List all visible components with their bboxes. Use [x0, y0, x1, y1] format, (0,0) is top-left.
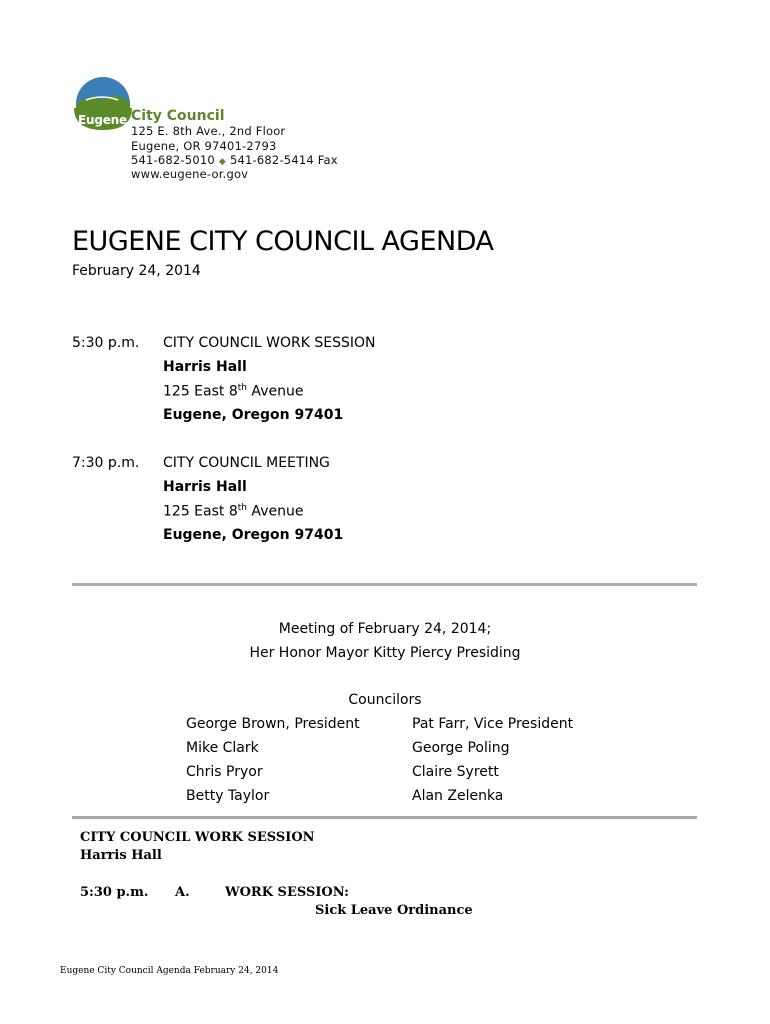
- session-name: CITY COUNCIL WORK SESSION: [163, 335, 376, 351]
- address-line-2: Eugene, OR 97401-2793: [131, 139, 277, 153]
- councilor-name: George Poling: [412, 740, 510, 756]
- street-suffix: Avenue: [246, 503, 304, 520]
- street-sup: th: [237, 383, 247, 393]
- website-link[interactable]: www.eugene-or.gov: [131, 167, 249, 181]
- councilor-name: Pat Farr, Vice President: [412, 716, 574, 732]
- session-venue: Harris Hall: [163, 479, 247, 495]
- logo-wordmark: Eugene: [78, 113, 127, 127]
- item-title: Sick Leave Ordinance: [315, 903, 473, 918]
- councilors-heading: Councilors: [348, 692, 422, 708]
- fax-number: 541-682-5414 Fax: [230, 153, 338, 167]
- session-name: CITY COUNCIL MEETING: [163, 455, 330, 471]
- org-name: City Council: [131, 108, 225, 124]
- item-label: WORK SESSION:: [225, 885, 349, 900]
- agenda-date: February 24, 2014: [72, 263, 201, 279]
- page-footer: Eugene City Council Agenda February 24, 2014: [60, 966, 279, 976]
- session-city: Eugene, Oregon 97401: [163, 527, 344, 543]
- divider: [72, 816, 697, 819]
- phone-number: 541-682-5010: [131, 153, 215, 167]
- meeting-line-1: Meeting of February 24, 2014;: [278, 621, 492, 637]
- session-time: 5:30 p.m.: [72, 335, 140, 351]
- councilor-name: Claire Syrett: [412, 764, 499, 780]
- bullet-icon: ◆: [218, 157, 226, 167]
- councilor-name: Alan Zelenka: [412, 788, 504, 804]
- section-heading: CITY COUNCIL WORK SESSION: [80, 830, 315, 845]
- session-venue: Harris Hall: [163, 359, 247, 375]
- address-line-1: 125 E. 8th Ave., 2nd Floor: [131, 124, 286, 138]
- divider: [72, 583, 697, 586]
- session-time: 7:30 p.m.: [72, 455, 140, 471]
- session-street: [163, 383, 303, 400]
- councilor-name: Betty Taylor: [186, 788, 270, 804]
- page-title: EUGENE CITY COUNCIL AGENDA: [72, 226, 494, 257]
- street-suffix: Avenue: [246, 383, 304, 400]
- councilor-name: Mike Clark: [186, 740, 259, 756]
- councilor-name: Chris Pryor: [186, 764, 263, 780]
- session-city: Eugene, Oregon 97401: [163, 407, 344, 423]
- councilor-name: George Brown, President: [186, 716, 360, 732]
- item-letter: A.: [175, 885, 190, 900]
- section-venue: Harris Hall: [80, 848, 162, 863]
- street-prefix: 125 East 8: [163, 503, 238, 520]
- meeting-line-2: Her Honor Mayor Kitty Piercy Presiding: [249, 645, 521, 661]
- session-street: [163, 503, 303, 520]
- street-prefix: 125 East 8: [163, 383, 238, 400]
- street-sup: th: [237, 503, 247, 513]
- item-time: 5:30 p.m.: [80, 885, 149, 900]
